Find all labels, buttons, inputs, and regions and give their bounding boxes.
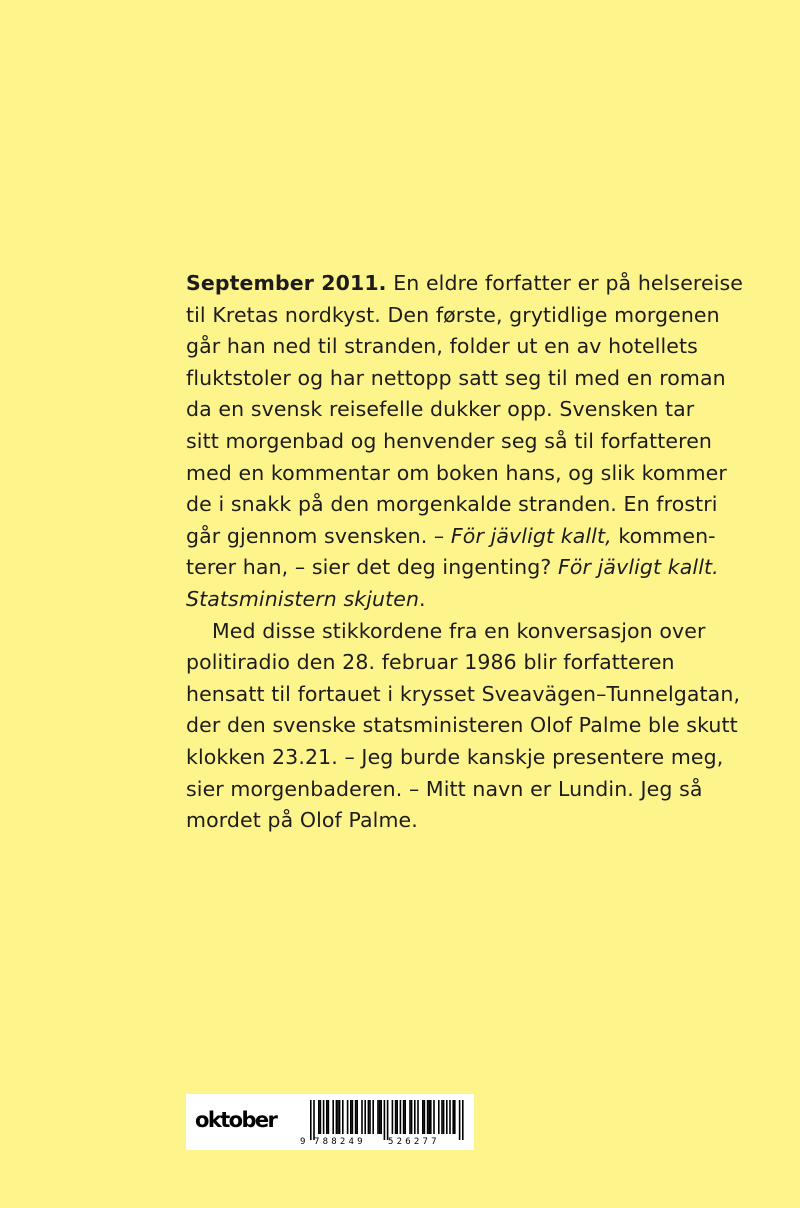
barcode-bar [323,1100,325,1134]
barcode-bar [355,1100,357,1134]
blurb-line: terer han, – sier det deg ingenting? För jävligt kallt. [186,555,719,580]
barcode-bar [369,1100,371,1134]
barcode-bar [326,1100,328,1134]
barcode-bar [379,1100,381,1134]
barcode-icon [298,1098,470,1146]
blurb-line: mordet på Olof Palme. [186,808,418,833]
barcode-bar [430,1100,432,1134]
barcode-bar [424,1100,426,1134]
barcode-bar [361,1100,363,1134]
isbn-digits-right: 526277 [388,1137,440,1146]
barcode-bar [337,1100,339,1134]
paragraph-2 [186,616,746,837]
back-cover-blurb [186,268,746,837]
quote-italic: För jävligt kallt. [557,555,719,580]
blurb-line: da en svensk reisefelle dukker opp. Svensken tar [186,397,695,422]
quote-italic: För jävligt kallt, [450,523,612,548]
barcode-bar [396,1100,398,1134]
blurb-line: går gjennom svensken. – För jävligt kallt, kommen- [186,523,716,548]
barcode-bar [352,1100,354,1134]
barcode-bar [384,1100,386,1140]
barcode-bar [443,1100,445,1134]
barcode-bar [417,1100,419,1134]
barcode-bar [347,1100,349,1134]
barcode-bar [328,1100,330,1134]
barcode-bar [332,1100,334,1134]
barcode-bar [377,1100,379,1134]
barcode-bar [438,1100,440,1134]
barcode-bar [422,1100,424,1134]
barcode-bar [320,1100,322,1134]
barcode-bar [392,1100,394,1134]
blurb-line: sitt morgenbad og henvender seg så til forfatteren [186,428,713,453]
barcode-bar [404,1100,406,1134]
barcode-bar [446,1100,448,1134]
barcode-bar [452,1100,454,1134]
blurb-line: politiradio den 28. februar 1986 blir forfatteren [186,650,675,675]
isbn-digit-first: 9 [300,1137,306,1146]
blurb-line: sier morgenbaderen. – Mitt navn er Lundin. Jeg så [186,776,703,801]
barcode-bar [433,1100,435,1134]
barcode-bar [339,1100,341,1134]
barcode-bar [462,1100,464,1140]
barcode-bar [441,1100,443,1134]
blurb-line: til Kretas nordkyst. Den første, grytidlige morgenen [186,302,720,327]
barcode-bar [310,1100,312,1140]
blurb-line: med en kommentar om boken hans, og slik kommer [186,460,727,485]
barcode-bar [350,1100,352,1134]
paragraph-1 [186,268,746,616]
barcode-bar [372,1100,374,1134]
blurb-line: går han ned til stranden, folder ut en av hotellets [186,334,698,359]
barcode-bar [368,1100,370,1134]
barcode-bar [364,1100,366,1134]
isbn-digits-left: 788249 [314,1137,366,1146]
blurb-line: fluktstoler og har nettopp satt seg til med en roman [186,365,726,390]
blurb-line: der den svenske statsministeren Olof Palme ble skutt [186,713,738,738]
quote-italic: Statsministern skjuten [186,586,420,611]
barcode-bar [428,1100,430,1134]
barcode-bar [380,1100,382,1134]
blurb-line: Med disse stikkordene fra en konversasjon over [212,618,706,643]
barcode-bar [356,1100,358,1134]
blurb-date-heading: September 2011. [186,271,387,295]
blurb-line: klokken 23.21. – Jeg burde kanskje presentere meg, [186,744,724,769]
barcode-bar [395,1100,397,1134]
barcode-bar [342,1100,344,1134]
barcode-bar [336,1100,338,1134]
barcode-bar [313,1100,315,1140]
barcode-bar [449,1100,451,1134]
blurb-line: Statsministern skjuten. [186,586,426,611]
publisher-logo: oktober [195,1108,277,1132]
barcode-bar [454,1100,456,1134]
barcode-bar [403,1100,405,1134]
blurb-line: de i snakk på den morgenkalde stranden. En frostri [186,492,718,517]
blurb-line: September 2011. En eldre forfatter er på helsereise [186,271,744,295]
barcode-bar [387,1100,389,1140]
blurb-line: hensatt til fortauet i krysset Sveavägen–Tunnelgatan, [186,681,741,706]
publisher-barcode-box [186,1094,474,1150]
barcode-bar [427,1100,429,1134]
barcode-bar [411,1100,413,1134]
barcode-bar [414,1100,416,1134]
barcode-bar [318,1100,320,1134]
barcode-bar [459,1100,461,1140]
barcode-bar [400,1100,402,1134]
barcode-bar [409,1100,411,1134]
